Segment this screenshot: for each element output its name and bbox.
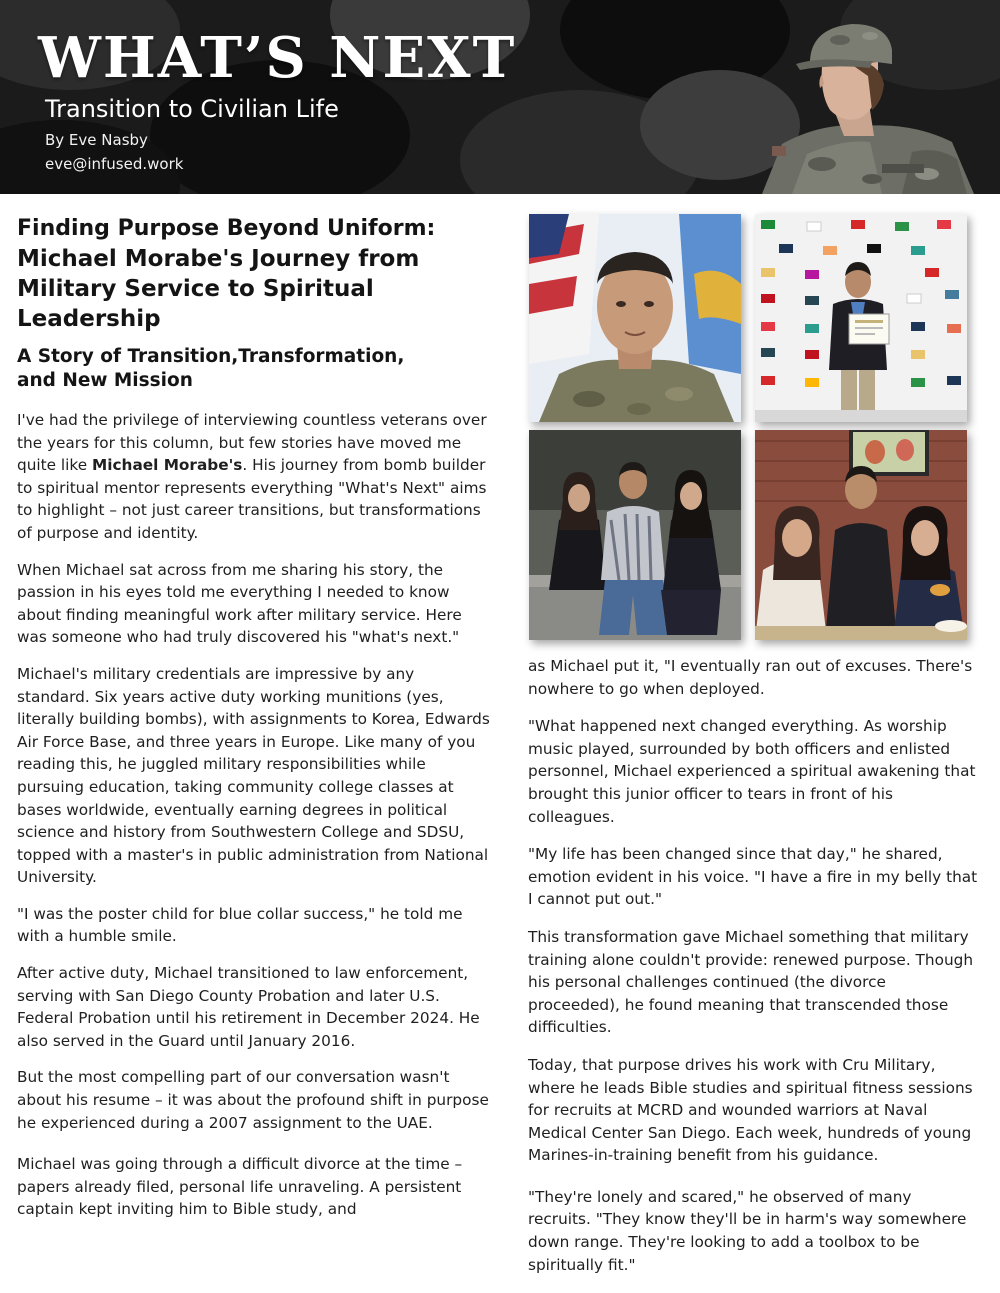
article-subtitle: Michael Morabe's Journey from Military Service to Spiritual Leadership xyxy=(17,246,420,332)
section-heading: A Story of Transition,Transformation, and New Mission xyxy=(17,346,405,391)
paragraph-passion: When Michael sat across from me sharing his story, the passion in his eyes told me everything I needed to know about finding meaningful work after military service. Here was someone who had truly discovered his "what's next." xyxy=(17,560,462,647)
article-left-column xyxy=(17,214,491,1221)
paragraph-divorce: Michael was going through a difficult divorce at the time – papers already filed, personal life unraveling. A persistent captain kept inviting him to Bible study, and xyxy=(17,1155,463,1219)
photo-family-seated xyxy=(529,430,741,640)
paragraph-compelling-shift: But the most compelling part of our conversation wasn't about his resume – it was about the profound shift in purpose he experienced during a 2007 assignment to the UAE. xyxy=(17,1068,489,1132)
header-banner xyxy=(0,0,1000,194)
paragraph-credentials: Michael's military credentials are impressive by any standard. Six years active duty working munitions (yes, literally building bombs), with assignments to Korea, Edwards Air Force Base, and three years in Europe. Like many of you reading this, he juggled military responsibilities while pursuing education, taking community college classes at bases worldwide, eventually earning degrees in political science and history from Southwestern College and SDSU, topped with a master's in public administration from National University. xyxy=(17,664,490,887)
photo-restaurant-selfie xyxy=(755,430,967,640)
paragraph-cru-military: Today, that purpose drives his work with Cru Military, where he leads Bible studies and spiritual fitness sessions for recruits at MCRD and wounded warriors at Naval Medical Center San Diego. Each week, hundreds of young Marines-in-training benefit from his guidance. xyxy=(528,1055,973,1165)
paragraph-law-enforcement: After active duty, Michael transitioned to law enforcement, serving with San Diego County Probation and later U.S. Federal Probation until his retirement in December 2024. He also served in the Guard until January 2016. xyxy=(17,964,480,1050)
author-email[interactable]: eve@infused.work xyxy=(45,155,184,173)
article-right-column xyxy=(528,655,978,1276)
paragraph-renewed-purpose: This transformation gave Michael something that military training alone couldn't provide: renewed purpose. Though his personal challenges continued (the divorce proceeded), he found meaning that transcended those difficulties. xyxy=(528,927,974,1037)
photo-certificate-flags xyxy=(755,214,967,422)
paragraph-excuses: as Michael put it, "I eventually ran out of excuses. There's nowhere to go when deployed. xyxy=(528,657,973,698)
paragraph-awakening: "What happened next changed everything. As worship music played, surrounded by both officers and enlisted personnel, Michael experienced a spiritual awakening that brought this junior officer to tears in front of his colleagues. xyxy=(528,717,976,826)
subject-name: Michael Morabe's xyxy=(92,456,243,475)
banner-title: WHAT’S NEXT xyxy=(38,25,517,91)
banner-subtitle: Transition to Civilian Life xyxy=(45,95,339,123)
paragraph-text: . His journey from bomb builder to spiritual mentor represents everything "What's Next" aims to highlight – not just career transitions, but transformations of purpose and identity. xyxy=(17,456,487,542)
paragraph-text: I've had the privilege of interviewing countless veterans over the years for this column, but few stories have moved me quite like xyxy=(17,411,487,475)
article-title: Finding Purpose Beyond Uniform: xyxy=(17,216,436,241)
soldier-image xyxy=(752,14,978,194)
author-byline: By Eve Nasby xyxy=(45,131,148,149)
photo-uniform-portrait xyxy=(529,214,741,422)
paragraph-fire-quote: "My life has been changed since that day," he shared, emotion evident in his voice. "I have a fire in my belly that I cannot put out." xyxy=(528,845,978,909)
paragraph-intro xyxy=(17,409,491,545)
paragraph-recruits-quote: "They're lonely and scared," he observed of many recruits. "They know they'll be in harm's way somewhere down range. They're looking to add a toolbox to be spiritually fit." xyxy=(528,1187,967,1274)
paragraph-quote-blue-collar: "I was the poster child for blue collar success," he told me with a humble smile. xyxy=(17,904,463,946)
